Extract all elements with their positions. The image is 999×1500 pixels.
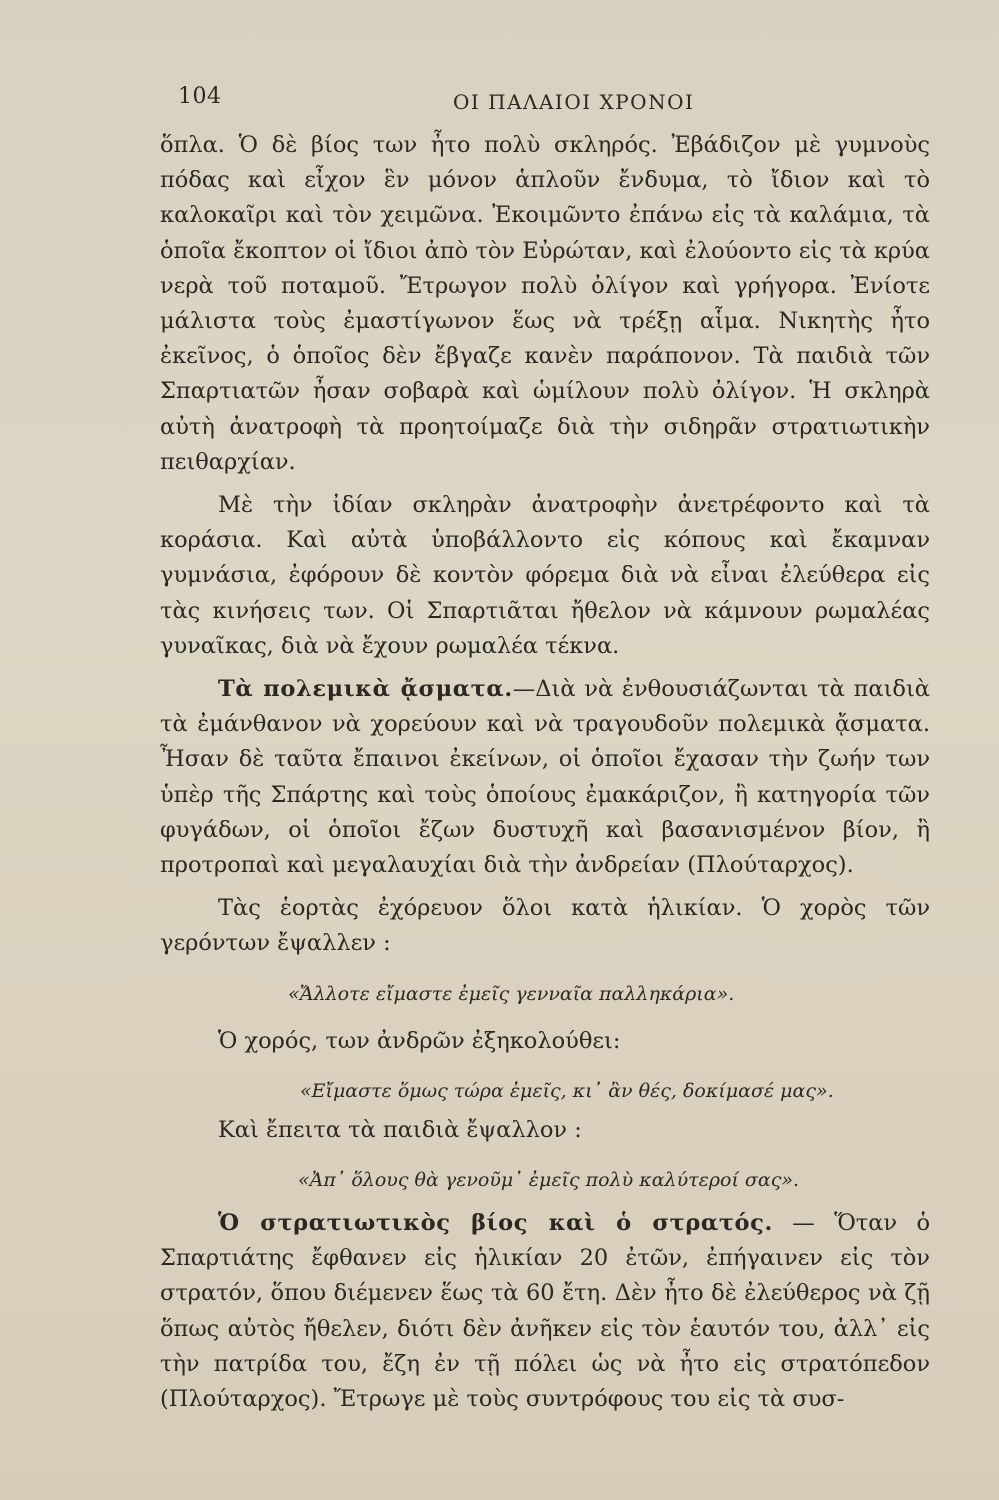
paragraph-war-songs bbox=[160, 672, 930, 883]
paragraph-military-life bbox=[160, 1206, 930, 1417]
paragraph-festival-choirs: Τὰς ἑορτὰς ἐχόρευον ὅλοι κατὰ ἡλικίαν. Ὁ χορὸς τῶν γερόντων ἔψαλλεν : bbox=[160, 895, 930, 957]
page-number: 104 bbox=[178, 84, 222, 109]
section-heading-war-songs: Τὰ πολεμικὰ ᾄσματα. bbox=[218, 676, 513, 703]
quote-men: «Εἴμαστε ὅμως τώρα ἐμεῖς, κι᾽ ἂν θές, δοκίμασέ μας». bbox=[300, 1079, 834, 1102]
quote-children: «Ἀπ᾽ ὅλους θὰ γενοῦμ᾽ ἐμεῖς πολὺ καλύτεροί σας». bbox=[298, 1169, 800, 1192]
military-life-text: — Ὅταν ὁ Σπαρτιάτης ἔφθανεν εἰς ἡλικίαν 20 ἐτῶν, ἐπήγαινεν εἰς τὸν στρατόν, ὅπου διέμενεν ἕως τὰ 60 ἔτη. Δὲν ἦτο δὲ ἐλεύθερος νὰ ζῇ ὅπως αὐτὸς ἤθελεν, διότι δὲν ἀνῆκεν εἰς τὸν ἑαυτόν του, ἀλλ᾽ εἰς τὴν πατρίδα του, ἔζη ἐν τῇ πόλει ὡς νὰ ἦτο εἰς στρατόπεδον (Πλούταρχος). Ἔτρωγε μὲ τοὺς συντρόφους του εἰς τὰ συσ- bbox=[160, 1210, 930, 1413]
war-songs-text: —Διὰ νὰ ἐνθουσιάζωνται τὰ παιδιὰ τὰ ἐμάνθανον νὰ χορεύουν καὶ νὰ τραγουδοῦν πολεμικὰ ᾄσματα. Ἦσαν δὲ ταῦτα ἔπαινοι ἐκείνων, οἱ ὁποῖοι ἔχασαν τὴν ζωήν των ὑπὲρ τῆς Σπάρτης καὶ τοὺς ὁποίους ἐμακάριζον, ἢ κατηγορία τῶν φυγάδων, οἱ ὁποῖοι ἔζων δυστυχῆ καὶ βασανισμένον βίον, ἢ προτροπαὶ καὶ μεγαλαυχίαι διὰ τὴν ἀνδρείαν (Πλούταρχος). bbox=[160, 676, 930, 879]
body-text bbox=[160, 128, 930, 1417]
section-heading-military-life: Ὁ στρατιωτικὸς βίος καὶ ὁ στρατός. bbox=[218, 1210, 773, 1237]
page-header bbox=[0, 80, 999, 120]
quote-elders: «Ἄλλοτε εἴμαστε ἐμεῖς γενναῖα παλληκάρια». bbox=[288, 982, 735, 1005]
paragraph-children-chorus: Καὶ ἔπειτα τὰ παιδιὰ ἔψαλλον : bbox=[218, 1116, 582, 1143]
running-title: ΟΙ ΠΑΛΑΙΟΙ ΧΡΟΝΟΙ bbox=[453, 90, 695, 114]
paragraph-spartan-life: ὅπλα. Ὁ δὲ βίος των ἦτο πολὺ σκληρός. Ἐβάδιζον μὲ γυμνοὺς πόδας καὶ εἶχον ἓν μόνον ἁπλοῦν ἔνδυμα, τὸ ἴδιον καὶ τὸ καλοκαῖρι καὶ τὸν χειμῶνα. Ἐκοιμῶντο ἐπάνω εἰς τὰ καλάμια, τὰ ὁποῖα ἔκοπτον οἱ ἴδιοι ἀπὸ τὸν Εὐρώταν, καὶ ἐλούοντο εἰς τὰ κρύα νερὰ τοῦ ποταμοῦ. Ἔτρωγον πολὺ ὀλίγον καὶ γρήγορα. Ἐνίοτε μάλιστα τοὺς ἐμαστίγωνον ἕως νὰ τρέξῃ αἷμα. Νικητὴς ἦτο ἐκεῖνος, ὁ ὁποῖος δὲν ἔβγαζε κανὲν παράπονον. Τὰ παιδιὰ τῶν Σπαρτιατῶν ἦσαν σοβαρὰ καὶ ὡμίλουν πολὺ ὀλίγον. Ἡ σκληρὰ αὐτὴ ἀνατροφὴ τὰ προητοίμαζε διὰ τὴν σιδηρᾶν στρατιωτικὴν πειθαρχίαν. bbox=[160, 132, 930, 475]
paragraph-girls-upbringing: Μὲ τὴν ἰδίαν σκληρὰν ἀνατροφὴν ἀνετρέφοντο καὶ τὰ κοράσια. Καὶ αὐτὰ ὑποβάλλοντο εἰς κόπους καὶ ἔκαμναν γυμνάσια, ἐφόρουν δὲ κοντὸν φόρεμα διὰ νὰ εἶναι ἐλεύθερα εἰς τὰς κινήσεις των. Οἱ Σπαρτιᾶται ἤθελον νὰ κάμνουν ρωμαλέας γυναῖκας, διὰ νὰ ἔχουν ρωμαλέα τέκνα. bbox=[160, 492, 930, 659]
paragraph-men-chorus: Ὁ χορός, των ἀνδρῶν ἐξηκολούθει: bbox=[218, 1027, 621, 1054]
